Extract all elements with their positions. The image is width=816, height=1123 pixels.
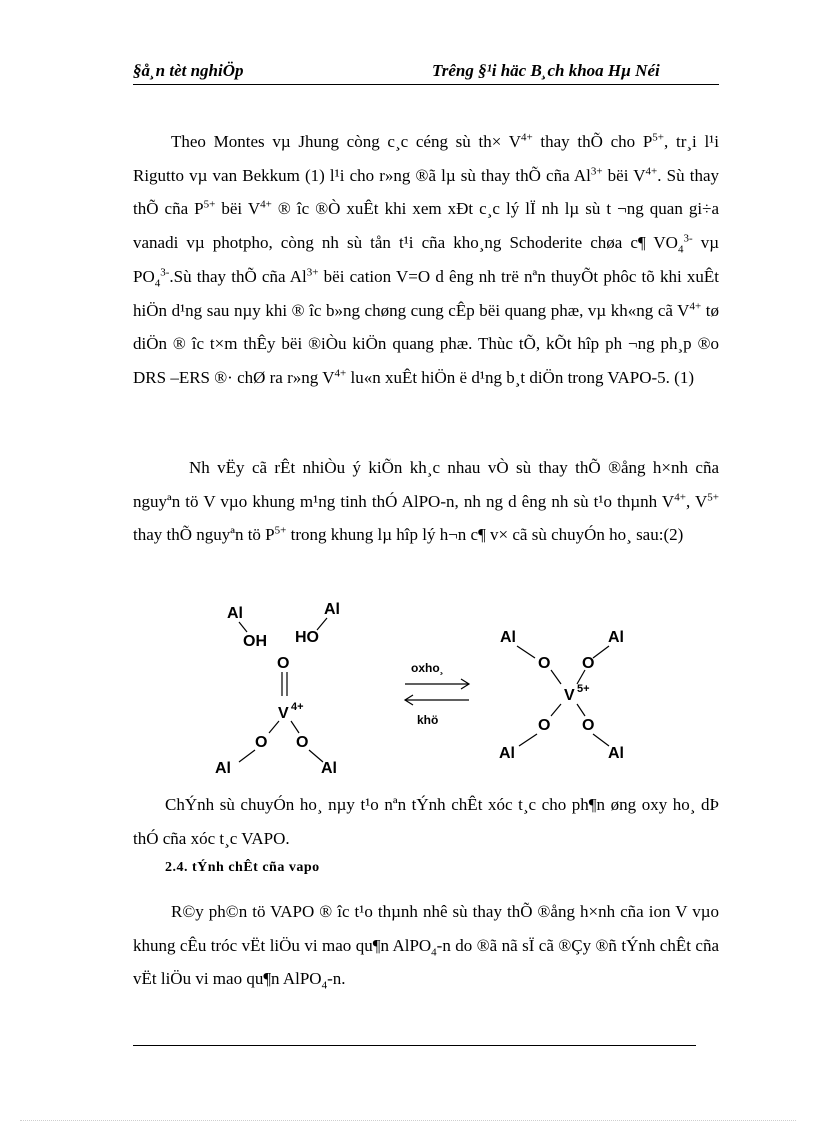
p1-sup: 3- [683,232,693,245]
right-al-bottom-left: Al [499,745,515,762]
bond-line [593,646,609,658]
vanadium-redox-diagram [195,590,645,785]
left-al-bottom-right: Al [321,760,337,777]
p1-sub: 4 [154,277,161,290]
p1-text: .Sù thay thÕ cña Al [169,266,307,286]
p1-sup: 3+ [590,165,603,178]
footer-rule [133,1045,696,1046]
left-ho: HO [295,629,319,646]
p4-text: -n. [327,969,346,989]
section-heading: 2.4. tÝnh chÊt cña vapo [165,860,320,875]
bond-line [551,670,561,684]
bond-line [239,622,247,632]
p1-sup: 4+ [689,299,702,312]
bond-line [239,750,255,762]
bond-line [317,618,327,630]
left-o-left: O [255,734,268,751]
bond-line [577,704,585,716]
p1-text: tø diÖn ® îc t×m thÊy bëi ®iÒu kiÖn quang phæ. Thùc tÕ, kÕt hîp ph ¬ng ph¸p ®o DRS –ERS ®· chØ ra r»ng V [133,300,719,387]
p1-sup: 5+ [203,198,216,211]
paragraph-isomorphic-substitution [133,451,719,552]
paragraph-catalytic-property [133,788,719,855]
arrow-label-reduction: khö [417,713,439,727]
bond-line [291,721,299,733]
p1-sup: 4+ [520,131,533,144]
paragraph-vanadium-substitution [133,125,719,395]
bond-line [519,734,537,746]
p2-sup: 5+ [274,524,287,537]
bond-line [593,734,609,746]
left-v-label: V [278,705,289,722]
p1-text: thay thÕ cho P [532,132,653,151]
left-oh: OH [243,633,267,650]
p1-sup: 3- [160,266,170,279]
p4-text: R©y ph©n tö VAPO ® îc t¹o thµnh nhê sù thay thÕ ®ång h×nh cña ion V vµo khung cÊu tróc vËt liÖu vi mao qu¶n AlPO [133,902,719,955]
p4-sub: 4 [431,946,437,959]
p1-sup: 3+ [306,266,319,279]
bond-line [309,750,323,762]
paragraph-vapo-properties [133,895,719,996]
p1-text: . Sù thay thÕ cña P [133,165,719,219]
p1-text: ® îc ®Ò xuÊt khi xem xÐt c¸c lý lÏ nh lµ sù t ¬ng quan gi÷a vanadi vµ photpho, còng nh sù tån t¹i cña kho¸ng Schoderite chøa c¶ VO [133,199,719,253]
right-al-top-right: Al [608,629,624,646]
right-o-bottom-left: O [538,717,551,734]
p1-text: bëi V [215,199,261,219]
p1-sup: 4+ [260,198,272,211]
p1-text: , tr¸i l¹i Rigutto vµ van Bekkum (1) l¹i cho r»ng ®ã lµ sù thay thÕ cña Al [133,132,719,185]
p2-text: Nh vËy cã rÊt nhiÒu ý kiÕn kh¸c nhau vÒ sù thay thÕ ®ång h×nh cña nguyªn tö V vµo khung m¹ng tinh thÓ AlPO-n, nh ng d êng nh sù t¹o thµnh V [133,458,719,511]
bond-line [551,704,561,716]
p4-text: -n do ®ã nã sÏ cã ®Çy ®ñ tÝnh chÊt cña vËt liÖu vi mao qu¶n AlPO [133,935,719,989]
p1-sup: 5+ [652,131,665,144]
right-al-bottom-right: Al [608,745,624,762]
header-rule [133,84,719,85]
p2-text: trong khung lµ hîp lý h¬n c¶ v× cã sù chuyÓn ho¸ sau:(2) [286,525,684,545]
page-bottom-border [20,1120,796,1121]
bond-line [517,646,535,658]
p4-sub: 4 [321,979,328,992]
p2-text: , V [685,491,708,511]
p3-text: ChÝnh sù chuyÓn ho¸ nµy t¹o nªn tÝnh chÊt xóc t¸c cho ph¶n øng oxy ho¸ dÞ thÓ cña xóc t¸c VAPO. [133,795,719,848]
right-al-top-left: Al [500,629,516,646]
p2-sup: 5+ [707,491,719,504]
left-o-top: O [277,655,290,672]
p1-text: bëi V [602,165,646,185]
p1-text: Theo Montes vµ Jhung còng c¸c céng sù th× V [171,132,521,151]
right-o-top-left: O [538,655,551,672]
p1-text: vµ PO [133,233,720,286]
p1-text: bëi cation V=O d êng nh trë nªn thuyÕt phôc tõ khi xuÊt hiÖn d¹ng sau nµy khi ® îc b»ng chøng cung cÊp bëi quang phæ, vµ kh«ng cã V [133,266,719,320]
p2-text: thay thÕ nguyªn tö P [133,525,275,545]
p1-text: lu«n xuÊt hiÖn ë d¹ng b¸t diÖn trong VAPO-5. (1) [346,367,694,387]
left-v-charge: 4+ [291,701,304,713]
arrow-label-oxidation: oxho¸ [411,661,444,675]
left-al-top-left: Al [227,605,243,622]
p1-sub: 4 [677,243,684,256]
bond-line [577,670,585,684]
p2-sup: 4+ [674,491,686,504]
right-o-top-right: O [582,655,595,672]
p1-sup: 4+ [334,367,347,380]
p1-sup: 4+ [645,165,658,178]
bond-line [269,721,279,733]
left-o-right: O [296,734,309,751]
right-v-label: V [564,687,575,704]
header-thesis-title: §å¸n tèt nghiÖp [133,61,244,80]
right-o-bottom-right: O [582,717,595,734]
left-al-bottom-left: Al [215,760,231,777]
left-al-top-right: Al [324,601,340,618]
right-v-charge: 5+ [577,683,590,695]
header-university: Trêng §¹i häc B¸ch khoa Hµ Néi [432,61,660,80]
